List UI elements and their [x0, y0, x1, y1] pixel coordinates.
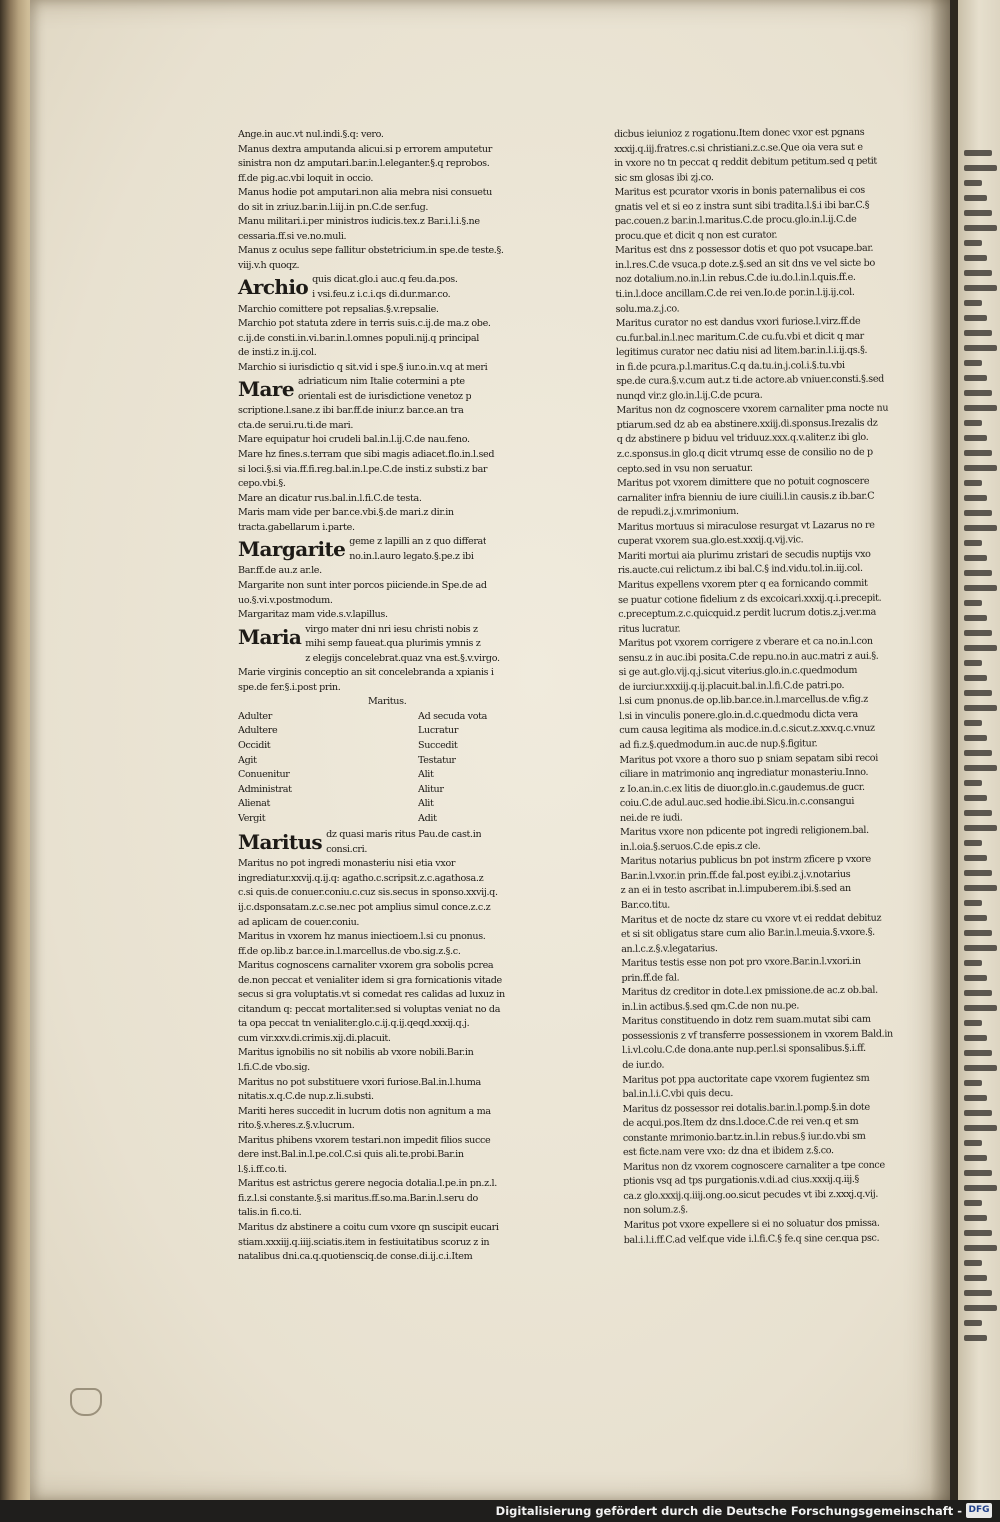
text-line: non solum.z.§.: [623, 1204, 688, 1217]
text-line: cum causa legitima als modice.in.d.c.sicut.z.xxv.q.c.vnuz: [619, 723, 875, 737]
adjacent-page-text-stub: [964, 1200, 982, 1206]
text-line: Maritus phibens vxorem testari.non impedit filios succe: [238, 1134, 491, 1146]
text-line: Maritus est astrictus gerere negocia dotalia.l.pe.in pn.z.l.: [238, 1178, 497, 1190]
text-line: Mare hz fines.s.terram que sibi magis adiacet.flo.in.l.sed: [238, 449, 495, 461]
adjacent-page-text-stub: [964, 435, 987, 441]
text-line: Mare equipatur hoi crudeli bal.in.l.ij.C.de nau.feno.: [238, 434, 470, 446]
gloss-line: quis dicat.glo.i auc.q feu.da.pos.: [312, 274, 458, 286]
adjacent-page-text-stub: [964, 660, 982, 666]
text-block-marie: [238, 666, 538, 695]
adjacent-page-text-stub: [964, 630, 992, 636]
text-line: bal.i.l.i.ff.C.ad velf.que vide i.l.fi.C.§ fe.q sine cer.qua psc.: [623, 1232, 880, 1246]
adjacent-page-text-stub: [964, 480, 982, 486]
text-line: spe.de fer.§.i.post prin.: [238, 681, 341, 693]
text-line: Maritus dz creditor in dote.l.ex pmissione.de ac.z ob.bal.: [621, 984, 878, 999]
page-clip-mark: [70, 1388, 102, 1416]
text-line: Maritus est pcurator vxoris in bonis paternalibus ei cos: [614, 185, 865, 199]
adjacent-page-text-stub: [964, 585, 997, 591]
text-line: c.si quis.de conuer.coniu.c.cuz sis.secus in sponso.xxvij.q.: [238, 887, 498, 899]
text-line: nei.de re iudi.: [619, 812, 683, 824]
text-line: Maritus ignobilis no sit nobilis ab vxore nobili.Bar.in: [238, 1047, 474, 1059]
text-line: in.l.res.C.de vsuca.p dote.z.§.sed an sit dns ve vel sicte bo: [615, 257, 875, 271]
adjacent-page-text-stub: [964, 840, 982, 846]
text-line: legitimus curator nec datiu nisi ad litem.bar.in.l.i.ij.qs.§.: [615, 345, 868, 359]
adjacent-page-text-stub: [964, 810, 992, 816]
text-line: cum vir.xxv.di.crimis.xij.di.placuit.: [238, 1032, 391, 1044]
index-term: Administrat: [238, 783, 292, 795]
text-line: Maritus pot ppa auctoritate cape vxorem fugientez sm: [622, 1072, 870, 1086]
index-term: Testatur: [418, 754, 456, 766]
index-term: Adultere: [238, 725, 278, 737]
text-line: ptiarum.sed dz ab ea abstinere.xxiij.di.sponsus.Irezalis dz: [616, 417, 878, 431]
text-line: fi.z.l.si constante.§.si maritus.ff.so.ma.Bar.in.l.seru do: [238, 1192, 478, 1204]
text-line: possessionis z vf transferre possessionem in vxorem Bald.in: [621, 1028, 893, 1042]
text-line: z an ei in testo ascribat in.l.impuberem.ibi.§.sed an: [620, 883, 851, 897]
text-block-marchio: [238, 303, 538, 376]
adjacent-page-text-stub: [964, 645, 997, 651]
text-line: Maritus expellens vxorem pter q ea fornicando commit: [617, 577, 868, 591]
adjacent-page-text-stub: [964, 510, 992, 516]
adjacent-page-text-stub: [964, 330, 992, 336]
text-line: est ficte.nam vere vxo: dz dna et ibidem z.§.co.: [622, 1145, 834, 1159]
text-line: gnatis vel et si eo z instra sunt sibi tradita.l.§.i ibi bar.C.§: [614, 199, 870, 213]
index-term: Alit: [418, 798, 434, 810]
text-line: ciliare in matrimonio anq ingrediatur monasteriu.Inno.: [619, 766, 869, 781]
adjacent-page-text-stub: [964, 165, 997, 171]
text-line: Maritus mortuus si miraculose resurgat vt Lazarus no re: [617, 519, 875, 533]
adjacent-page-text-stub: [964, 405, 997, 411]
text-line: Maritus testis esse non pot pro vxore.Bar.in.l.vxori.in: [621, 956, 861, 970]
adjacent-page-text-stub: [964, 1095, 987, 1101]
text-line: ad fi.z.§.quedmodum.in auc.de nup.§.figitur.: [619, 738, 818, 751]
adjacent-page-text-stub: [964, 1320, 982, 1326]
adjacent-page-text-stub: [964, 600, 982, 606]
adjacent-page-text-stub: [964, 1035, 987, 1041]
text-line: rito.§.v.heres.z.§.v.lucrum.: [238, 1120, 355, 1132]
text-line: Maritus in vxorem hz manus iniectioem.l.si cu pnonus.: [238, 931, 486, 943]
text-line: Maritus pot vxore a thoro suo p sniam sepatam sibi recoi: [619, 752, 878, 766]
text-line: l.§.i.ff.co.ti.: [238, 1163, 287, 1175]
gloss-line: virgo mater dni nri iesu christi nobis z: [305, 623, 478, 635]
adjacent-page-text-stub: [964, 1230, 992, 1236]
headword-archio-gloss: [312, 273, 457, 302]
text-line: sic sm glosas ibi zj.co.: [614, 171, 714, 184]
text-line: Maritus non dz vxorem cognoscere carnaliter a tpe conce: [623, 1159, 885, 1173]
text-line: Margaritaz mam vide.s.v.lapillus.: [238, 609, 388, 621]
adjacent-page-text-stub: [964, 360, 982, 366]
adjacent-page-text-stub: [964, 1335, 987, 1341]
text-line: Margarite non sunt inter porcos piiciende.in Spe.de ad: [238, 579, 487, 591]
adjacent-page-text-stub: [964, 945, 997, 951]
adjacent-page-text-stub: [964, 1305, 997, 1311]
text-line: ris.aucte.cui relictum.z ibi bal.C.§ ind.vidu.tol.in.iij.col.: [617, 563, 863, 577]
text-line: Manus hodie pot amputari.non alia mebra nisi consuetu: [238, 187, 492, 199]
dfg-logo: DFG: [966, 1503, 992, 1518]
adjacent-page-text-stub: [964, 855, 987, 861]
index-term: Agit: [238, 754, 257, 766]
text-line: Maritus et de nocte dz stare cu vxore vt ei reddat debituz: [620, 912, 882, 926]
text-line: Maritus dz abstinere a coitu cum vxore qn suscipit eucari: [238, 1222, 499, 1234]
text-line: Maritus notarius publicus bn pot instrm zficere p vxore: [620, 854, 871, 868]
text-line: Maritus no pot ingredi monasteriu nisi etia vxor: [238, 858, 456, 870]
gloss-line: geme z lapilli an z quo differat: [349, 536, 487, 548]
footer-credit-text: Digitalisierung gefördert durch die Deutsche Forschungsgemeinschaft -: [495, 1504, 962, 1518]
text-line: Marie virginis conceptio an sit concelebranda a xpianis i: [238, 667, 494, 679]
text-line: Manus dextra amputanda alicui.si p errorem amputetur: [238, 143, 492, 155]
adjacent-page-text-stub: [964, 1155, 987, 1161]
adjacent-page-text-stub: [964, 345, 997, 351]
text-line: ff.de pig.ac.vbi loquit in occio.: [238, 172, 374, 184]
text-line: Bar.in.l.vxor.in prin.ff.de fal.post ey.ibi.z.j.v.notarius: [620, 868, 851, 882]
text-line: xxxij.q.iij.fratres.c.si christiani.z.c.se.Que oia vera sut e: [614, 141, 863, 155]
text-line: in.l.in actibus.§.sed qm.C.de non nu.pe.: [621, 1000, 800, 1013]
text-line: ti.in.l.doce ancillam.C.de rei ven.Io.de por.in.l.ij.ij.col.: [615, 286, 855, 301]
text-line: Maritus pot vxorem corrigere z vberare et ca no.in.l.con: [618, 635, 873, 650]
text-line: spe.de cura.§.v.cum aut.z ti.de actore.ab vniuer.consti.§.sed: [616, 373, 884, 388]
adjacent-page-text-stub: [964, 390, 992, 396]
adjacent-page-text-stub: [964, 300, 982, 306]
text-line: sensu.z in auc.ibi posita.C.de repu.no.in auc.matri z aui.§.: [618, 650, 879, 664]
text-line: an.l.c.z.§.v.legatarius.: [621, 942, 718, 955]
adjacent-page-text-stub: [964, 1140, 982, 1146]
adjacent-page-edge: [958, 0, 1000, 1500]
text-line: z Io.an.in.c.ex litis de diuor.glo.in.c.gaudemus.de gucr.: [619, 781, 865, 795]
text-line: se puatur cotione fidelium z ds excoicari.xxxij.q.i.precepit.: [618, 592, 882, 606]
gloss-line: i vsi.feu.z i.c.i.qs di.dur.mar.co.: [312, 289, 451, 301]
adjacent-page-text-stub: [964, 615, 987, 621]
text-line: q dz abstinere p biduu vel triduuz.xxx.q.v.aliter.z ibi glo.: [616, 432, 869, 446]
text-line: si loci.§.si via.ff.fi.reg.bal.in.l.pe.C.de insti.z substi.z bar: [238, 463, 488, 475]
text-line: l.si in vinculis ponere.glo.in.d.c.quedmodu dicta vera: [619, 708, 858, 722]
adjacent-page-text-stub: [964, 1275, 987, 1281]
adjacent-page-text-stub: [964, 195, 987, 201]
adjacent-page-text-stub: [964, 1260, 982, 1266]
text-line: l.i.vl.colu.C.de dona.ante nup.per.l.si sponsalibus.§.i.ff.: [622, 1043, 866, 1057]
adjacent-page-text-stub: [964, 525, 997, 531]
text-line: uo.§.vi.v.postmodum.: [238, 594, 333, 606]
text-line: de acqui.pos.Item dz dns.l.doce.C.de rei ven.q et sm: [622, 1116, 859, 1130]
text-line: Bar.co.titu.: [620, 899, 671, 911]
adjacent-page-text-stub: [964, 150, 992, 156]
adjacent-page-text-stub: [964, 915, 987, 921]
text-line: de iurciur.xxxiij.q.ij.placuit.bal.in.l.fi.C.de patri.po.: [618, 679, 845, 693]
gloss-line: z elegijs concelebrat.quaz vna est.§.v.virgo.: [305, 652, 500, 664]
text-line: ritus lucratur.: [618, 623, 681, 635]
headword-maritus: Maritus: [238, 830, 323, 855]
entry-mare: [238, 375, 538, 404]
text-line: Maritus est dns z possessor dotis et quo pot vsucape.bar.: [615, 243, 874, 257]
adjacent-page-text-stub: [964, 450, 992, 456]
adjacent-page-text-stub: [964, 720, 982, 726]
text-line: ff.de op.lib.z bar.ce.in.l.marcellus.de vbo.sig.z.§.c.: [238, 945, 461, 957]
adjacent-page-text-stub: [964, 495, 987, 501]
text-line: Marchio si iurisdictio q sit.vid i spe.§ iur.o.in.v.q at meri: [238, 361, 488, 373]
text-line: constante mrimonio.bar.tz.in.l.in rebus.§ iur.do.vbi sm: [622, 1130, 866, 1144]
index-term: Adulter: [238, 710, 272, 722]
text-line: Maritus constituendo in dotz rem suam.mutat sibi cam: [621, 1014, 871, 1028]
text-line: Maritus cognoscens carnaliter vxorem gra sobolis pcrea: [238, 960, 494, 972]
left-text-column: [238, 128, 538, 1265]
adjacent-page-text-stub: [964, 930, 992, 936]
text-block-maritus: [238, 857, 538, 1264]
text-line: cu.fur.bal.in.l.nec maritum.C.de cu.fu.vbi et dicit q mar: [615, 330, 864, 344]
entry-margarite: [238, 535, 538, 564]
text-line: ca.z glo.xxxij.q.iiij.ong.oo.sicut pecudes vt ibi z.xxxj.q.vij.: [623, 1188, 879, 1202]
text-block-mare: [238, 404, 538, 535]
adjacent-page-text-stub: [964, 1215, 987, 1221]
headword-margarite-gloss: [349, 535, 486, 564]
adjacent-page-text-stub: [964, 540, 982, 546]
text-line: nitatis.x.q.C.de nup.z.li.substi.: [238, 1091, 374, 1103]
text-line: carnaliter infra bienniu de iure ciuili.l.in causis.z ib.bar.C: [617, 490, 875, 504]
adjacent-page-text-stub: [964, 255, 987, 261]
text-line: ingrediatur.xxvij.q.ij.q: agatho.c.scripsit.z.c.agathosa.z: [238, 872, 484, 884]
text-line: Maris mam vide per bar.ce.vbi.§.de mari.z dir.in: [238, 507, 454, 519]
right-text-column: [614, 125, 924, 1248]
text-line: Maritus non dz cognoscere vxorem carnaliter pma nocte nu: [616, 403, 889, 417]
text-line: si ge aut.glo.vij.q.j.sicut viterius.glo.in.c.quedmodum: [618, 665, 858, 679]
adjacent-page-text-stub: [964, 465, 997, 471]
adjacent-page-text-stub: [964, 315, 987, 321]
adjacent-page-text-stub: [964, 240, 982, 246]
maritus-list-header: Maritus.: [368, 696, 407, 708]
headword-mare-gloss: [298, 375, 471, 404]
text-line: secus si gra voluptatis.vt si comedat res calidas ad luxuz in: [238, 989, 505, 1001]
text-line: de repudi.z.j.v.mrimonium.: [617, 506, 739, 519]
text-line: in fi.de pcura.p.l.maritus.C.q da.tu.in.j.col.i.§.tu.vbi: [616, 359, 845, 373]
maritus-index-list: [238, 710, 538, 826]
index-term: Succedit: [418, 739, 458, 751]
text-line: de insti.z in.ij.col.: [238, 347, 317, 359]
text-line: Maritus vxore non pdicente pot ingredi religionem.bal.: [620, 825, 869, 839]
adjacent-page-text-stub: [964, 420, 982, 426]
adjacent-page-text-stub: [964, 1125, 997, 1131]
adjacent-page-text-stub: [964, 1050, 992, 1056]
gloss-line: dz quasi maris ritus Pau.de cast.in: [326, 829, 482, 841]
text-line: sinistra non dz amputari.bar.in.l.eleganter.§.q reprobos.: [238, 158, 490, 170]
entry-maritus: [238, 828, 538, 857]
text-line: Ange.in auc.vt nul.indi.§.q: vero.: [238, 129, 384, 140]
text-line: Manu militari.i.per ministros iudicis.tex.z Bar.i.l.i.§.ne: [238, 216, 480, 228]
adjacent-page-text-stub: [964, 555, 987, 561]
adjacent-page-text-stub: [964, 375, 987, 381]
adjacent-page-text-stub: [964, 750, 992, 756]
text-line: Maritus pot vxore expellere si ei no soluatur dos pmissa.: [623, 1217, 880, 1231]
book-page-edges: [0, 0, 34, 1500]
adjacent-page-text-stub: [964, 1185, 997, 1191]
adjacent-page-text-stub: [964, 870, 992, 876]
adjacent-page-text-stub: [964, 1110, 992, 1116]
adjacent-page-text-stub: [964, 825, 997, 831]
text-line: Mariti mortui aia plurimu zristari de secudis nuptijs vxo: [617, 548, 871, 562]
text-line: ta opa peccat tn venialiter.glo.c.ij.q.ij.qeqd.xxxij.q.j.: [238, 1018, 470, 1030]
index-term: Adit: [418, 812, 437, 824]
headword-maria: Maria: [238, 624, 302, 649]
adjacent-page-text-stub: [964, 990, 992, 996]
index-term: Occidit: [238, 739, 271, 751]
text-line: et si sit obligatus stare cum alio Bar.in.l.meuia.§.vxore.§.: [620, 926, 875, 941]
index-term: Vergit: [238, 812, 266, 824]
headword-margarite: Margarite: [238, 537, 346, 562]
text-line: Maritus dz possessor rei dotalis.bar.in.l.pomp.§.in dote: [622, 1101, 870, 1115]
text-line: Marchio pot statuta zdere in terris suis.c.ij.de ma.z obe.: [238, 318, 491, 330]
text-line: tracta.gabellarum i.parte.: [238, 521, 355, 533]
adjacent-page-text-stub: [964, 765, 997, 771]
adjacent-page-text-stub: [964, 210, 992, 216]
gloss-line: no.in.l.auro legato.§.pe.z ibi: [349, 550, 474, 562]
text-line: ad aplicam de couer.coniu.: [238, 916, 360, 928]
adjacent-page-text-stub: [964, 900, 982, 906]
text-line: procu.que et dicit q non est curator.: [614, 229, 778, 242]
text-line: c.preceptum.z.c.quicquid.z perdit lucrum dotis.z.j.ver.ma: [618, 606, 877, 621]
text-line: ptionis vsq ad tps purgationis.v.di.ad cius.xxxij.q.iij.§: [623, 1174, 860, 1188]
adjacent-page-text-stub: [964, 780, 982, 786]
text-line: cta.de serui.ru.ti.de mari.: [238, 419, 354, 431]
digitization-footer: [0, 1500, 1000, 1522]
text-line: in vxore no tn peccat q reddit debitum petitum.sed q petit: [614, 155, 877, 170]
index-term: Alienat: [238, 798, 271, 810]
index-term: Conuenitur: [238, 769, 290, 781]
adjacent-page-text-stub: [964, 1020, 982, 1026]
text-line: cepto.sed in vsu non seruatur.: [616, 462, 753, 475]
index-term: Alit: [418, 769, 434, 781]
text-line: dicbus ieiunioz z rogationu.Item donec vxor est pgnans: [614, 126, 865, 140]
adjacent-page-text-stub: [964, 960, 982, 966]
adjacent-page-text-stub: [964, 1005, 997, 1011]
text-line: Mariti heres succedit in lucrum dotis non agnitum a ma: [238, 1105, 491, 1117]
text-line: Marchio comittere pot repsalias.§.v.repsalie.: [238, 303, 439, 315]
index-term: Lucratur: [418, 725, 459, 737]
text-block-manus: [238, 128, 538, 273]
text-line: Maritus no pot substituere vxori furiose.Bal.in.l.huma: [238, 1076, 481, 1088]
adjacent-page-text-stub: [964, 735, 987, 741]
text-line: de.non peccat et venialiter idem si gra fornicationis vitade: [238, 974, 502, 986]
adjacent-page-text-stub: [964, 885, 997, 891]
text-line: cessaria.ff.si ve.no.muli.: [238, 230, 347, 242]
entry-maria: [238, 623, 538, 667]
text-line: c.ij.de consti.in.vi.bar.in.l.omnes populi.nij.q principal: [238, 332, 479, 344]
entry-archio: [238, 273, 538, 302]
adjacent-page-text-stub: [964, 1170, 992, 1176]
text-line: scriptione.l.sane.z ibi bar.ff.de iniur.z bar.ce.an tra: [238, 405, 464, 417]
text-line: Manus z oculus sepe fallitur obstetricium.in spe.de teste.§.: [238, 245, 504, 257]
adjacent-page-text-stub: [964, 975, 987, 981]
adjacent-page-text-stub: [964, 285, 997, 291]
headword-maritus-gloss: [326, 828, 481, 857]
text-line: bal.in.l.i.C.vbi quis decu.: [622, 1088, 734, 1101]
text-line: solu.ma.z.j.co.: [615, 302, 680, 315]
adjacent-page-text-stub: [964, 705, 997, 711]
headword-mare: Mare: [238, 377, 294, 402]
text-line: l.si cum pnonus.de op.lib.bar.ce.in.l.marcellus.de v.fig.z: [618, 694, 868, 708]
adjacent-page-text-stub: [964, 1245, 997, 1251]
text-line: natalibus dni.ca.q.quotiensciq.de conse.di.ij.c.i.Item: [238, 1251, 473, 1263]
text-line: prin.ff.de fal.: [621, 972, 680, 984]
adjacent-page-text-stub: [964, 270, 992, 276]
adjacent-page-text-stub: [964, 690, 992, 696]
text-line: coiu.C.de adul.auc.sed hodie.ibi.Sicu.in.c.consangui: [619, 796, 855, 810]
index-term: Ad secuda vota: [418, 710, 488, 722]
text-line: talis.in fi.co.ti.: [238, 1207, 302, 1219]
headword-maria-gloss: [305, 623, 499, 667]
gloss-line: orientali est de iurisdictione venetoz p: [297, 390, 472, 402]
adjacent-page-text-stub: [964, 180, 982, 186]
gloss-line: adriaticum nim Italie cotermini a pte: [297, 376, 465, 388]
adjacent-page-text-stub: [964, 1080, 982, 1086]
text-line: l.fi.C.de vbo.sig.: [238, 1062, 310, 1073]
text-line: noz dotalium.no.in.l.in rebus.C.de iu.do.l.in.l.quis.ff.e.: [615, 272, 856, 286]
text-line: do sit in zriuz.bar.in.l.iij.in pn.C.de ser.fug.: [238, 201, 429, 213]
adjacent-page-text-stub: [964, 570, 992, 576]
text-block-margarite: [238, 564, 538, 622]
text-line: Bar.ff.de au.z ar.le.: [238, 565, 322, 577]
adjacent-page-text-stub: [964, 675, 987, 681]
text-line: Maritus pot vxorem dimittere que no potuit cognoscere: [617, 475, 870, 490]
text-line: citandum q: peccat mortaliter.sed si voluptas veniat no da: [238, 1003, 501, 1015]
index-term: Alitur: [418, 783, 444, 795]
adjacent-page-text-stub: [964, 795, 987, 801]
text-line: z.c.sponsus.in glo.q dicit vtrumq esse de consilio no de p: [616, 446, 873, 461]
gloss-line: mihi semp faueat.qua plurimis ymnis z: [305, 638, 481, 650]
text-line: stiam.xxxiij.q.iiij.sciatis.item in festiuitatibus scoruz z in: [238, 1236, 490, 1248]
text-line: Maritus curator no est dandus vxori furiose.l.virz.ff.de: [615, 315, 861, 330]
text-line: dere inst.Bal.in.l.pe.col.C.si quis ali.te.probi.Bar.in: [238, 1149, 464, 1161]
text-line: ij.c.dsponsatam.z.c.se.nec pot amplius simul conce.z.c.z: [238, 901, 491, 913]
text-line: de iur.do.: [622, 1059, 665, 1071]
headword-archio: Archio: [238, 275, 309, 300]
text-line: viij.v.h quoqz.: [238, 259, 300, 271]
text-line: Mare an dicatur rus.bal.in.l.fi.C.de testa.: [238, 492, 422, 504]
adjacent-page-text-stub: [964, 1290, 992, 1296]
text-line: in.l.oia.§.seruos.C.de epis.z cle.: [620, 840, 761, 853]
text-line: pac.couen.z bar.in.l.maritus.C.de procu.glo.in.l.ij.C.de: [614, 214, 857, 228]
text-line: nunqd vir.z glo.in.l.ij.C.de pcura.: [616, 389, 763, 402]
adjacent-page-text-stub: [964, 1065, 997, 1071]
text-line: cuperat vxorem sua.glo.est.xxxij.q.vij.vic.: [617, 534, 804, 548]
adjacent-page-text-stub: [964, 225, 997, 231]
gloss-line: consi.cri.: [326, 843, 368, 855]
text-line: cepo.vbi.§.: [238, 478, 286, 490]
